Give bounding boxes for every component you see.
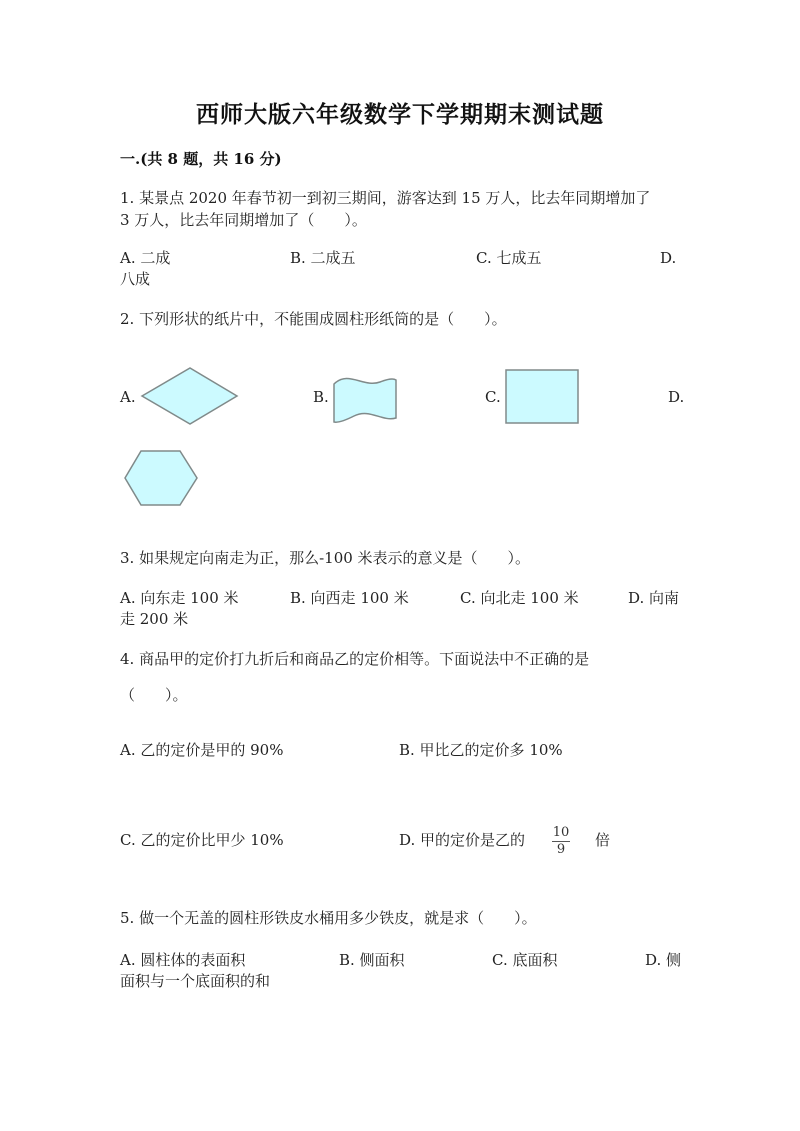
q3-option-b: B. 向西走 100 米 (290, 589, 409, 607)
q4-option-c: C. 乙的定价比甲少 10% (120, 831, 284, 849)
fraction-numerator: 10 (552, 825, 570, 840)
wavy-flag-shape (330, 374, 400, 426)
q2-option-a-label: A. (120, 388, 136, 406)
q4-stem-line1: 4. 商品甲的定价打九折后和商品乙的定价相等。下面说法中不正确的是 (120, 650, 590, 668)
q2-option-b-label: B. (313, 388, 329, 406)
q4-option-d-suffix: 倍 (595, 831, 611, 849)
q3-option-c: C. 向北走 100 米 (460, 589, 579, 607)
q4-stem-line2: （ ）。 (120, 686, 188, 704)
q2-stem: 2. 下列形状的纸片中，不能围成圆柱形纸筒的是（ ）。 (120, 310, 507, 328)
q4-option-d: D. 甲的定价是乙的 (399, 831, 526, 849)
q3-option-d-wrap: 走 200 米 (120, 610, 189, 628)
q5-option-c: C. 底面积 (492, 951, 558, 969)
q5-stem: 5. 做一个无盖的圆柱形铁皮水桶用多少铁皮，就是求（ ）。 (120, 909, 537, 927)
q1-option-a: A. 二成 (120, 249, 171, 267)
page-title: 西师大版六年级数学下学期期末测试题 (196, 102, 604, 128)
q5-option-d-wrap: 面积与一个底面积的和 (120, 972, 271, 990)
rhombus-shape (140, 366, 240, 426)
fraction-ten-ninths (552, 826, 570, 857)
q1-option-c: C. 七成五 (476, 249, 542, 267)
q3-option-a: A. 向东走 100 米 (120, 589, 239, 607)
q3-option-d: D. 向南 (628, 589, 680, 607)
q5-option-d: D. 侧 (645, 951, 682, 969)
q2-option-c-label: C. (485, 388, 501, 406)
q1-stem-line1: 1. 某景点 2020 年春节初一到初三期间，游客达到 15 万人，比去年同期增加了 (120, 189, 651, 207)
q3-stem: 3. 如果规定向南走为正，那么-100 米表示的意义是（ ）。 (120, 549, 531, 567)
q1-option-d-wrap: 八成 (120, 270, 151, 288)
rectangle-shape (505, 369, 580, 425)
q2-option-d-label: D. (668, 388, 685, 406)
q4-option-b: B. 甲比乙的定价多 10% (399, 741, 563, 759)
q1-option-d: D. (660, 249, 677, 267)
fraction-denominator: 9 (556, 842, 566, 857)
hexagon-shape (122, 448, 200, 508)
section-header: 一.(共 8 题，共 16 分) (120, 150, 282, 168)
q4-option-a: A. 乙的定价是甲的 90% (120, 741, 284, 759)
q5-option-a: A. 圆柱体的表面积 (120, 951, 246, 969)
q5-option-b: B. 侧面积 (339, 951, 405, 969)
q1-stem-line2: 3 万人，比去年同期增加了（ ）。 (120, 211, 367, 229)
q1-option-b: B. 二成五 (290, 249, 356, 267)
